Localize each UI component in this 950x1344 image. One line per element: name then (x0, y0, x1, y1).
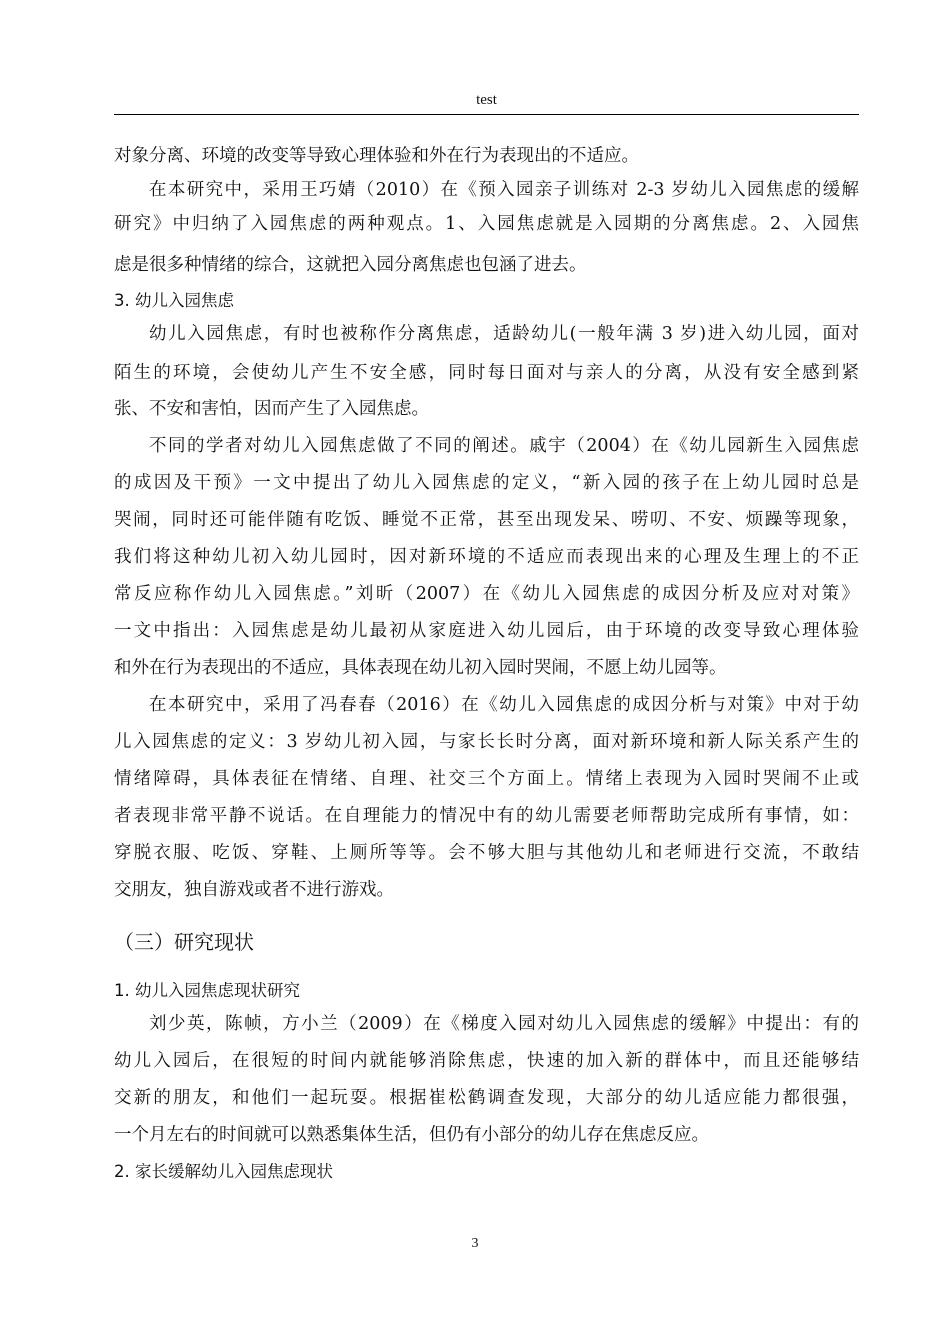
text-line: 常反应称作幼儿入园焦虑。”刘昕（2007）在《幼儿入园焦虑的成因分析及应对对策》 (114, 584, 859, 604)
text-line: 张、不安和害怕，因而产生了入园焦虑。 (114, 399, 429, 419)
text-line: 和外在行为表现出的不适应，具体表现在幼儿初入园时哭闹，不愿上幼儿园等。 (114, 658, 727, 678)
text-line: 虑是很多种情绪的综合，这就把入园分离焦虑也包涵了进去。 (114, 255, 587, 275)
text-line: 一文中指出：入园焦虑是幼儿最初从家庭进入幼儿园后，由于环境的改变导致心理体验 (114, 621, 859, 641)
text-line: 在本研究中，采用了冯春春（2016）在《幼儿入园焦虑的成因分析与对策》中对于幼 (149, 695, 859, 715)
text-line: 幼儿入园后，在很短的时间内就能够消除焦虑，快速的加入新的群体中，而且还能够结 (114, 1051, 859, 1071)
text-line: 情绪障碍，具体表征在情绪、自理、社交三个方面上。情绪上表现为入园时哭闹不止或 (114, 769, 859, 789)
header-text: test (476, 92, 497, 108)
text-line: 刘少英，陈帧，方小兰（2009）在《梯度入园对幼儿入园焦虑的缓解》中提出：有的 (149, 1014, 859, 1034)
text-line: 一个月左右的时间就可以熟悉集体生活，但仍有小部分的幼儿存在焦虑反应。 (114, 1125, 709, 1145)
text-line: 在本研究中，采用王巧婧（2010）在《预入园亲子训练对 2-3 岁幼儿入园焦虑的缓解 (149, 180, 859, 200)
page-number: 3 (471, 1236, 479, 1251)
text-line: 穿脱衣服、吃饭、穿鞋、上厕所等等。会不够大胆与其他幼儿和老师进行交流，不敢结 (114, 843, 859, 863)
text-line: 者表现非常平静不说话。在自理能力的情况中有的幼儿需要老师帮助完成所有事情，如： (114, 806, 859, 826)
subsection-heading: 3. 幼儿入园焦虑 (114, 291, 234, 310)
text-line: 对象分离、环境的改变等导致心理体验和外在行为表现出的不适应。 (114, 146, 639, 166)
text-line: 研究》中归纳了入园焦虑的两种观点。1、入园焦虑就是入园期的分离焦虑。2、入园焦 (114, 214, 859, 234)
subsection-heading: 2. 家长缓解幼儿入园焦虑现状 (114, 1162, 333, 1181)
subsection-heading: 1. 幼儿入园焦虑现状研究 (114, 981, 300, 1000)
section-heading: （三）研究现状 (114, 930, 254, 954)
text-line: 交新的朋友，和他们一起玩耍。根据崔松鹤调查发现，大部分的幼儿适应能力都很强， (114, 1088, 859, 1108)
text-line: 幼儿入园焦虑，有时也被称作分离焦虑，适龄幼儿(一般年满 3 岁)进入幼儿园，面对 (149, 324, 859, 344)
text-line: 我们将这种幼儿初入幼儿园时，因对新环境的不适应而表现出来的心理及生理上的不正 (114, 547, 859, 567)
text-line: 交朋友，独自游戏或者不进行游戏。 (114, 880, 394, 900)
text-line: 的成因及干预》一文中提出了幼儿入园焦虑的定义，“新入园的孩子在上幼儿园时总是 (114, 473, 859, 493)
text-line: 儿入园焦虑的定义：3 岁幼儿初入园，与家长长时分离，面对新环境和新人际关系产生的 (114, 732, 859, 752)
text-line: 哭闹，同时还可能伴随有吃饭、睡觉不正常，甚至出现发呆、唠叨、不安、烦躁等现象， (114, 510, 859, 530)
text-line: 不同的学者对幼儿入园焦虑做了不同的阐述。戚宇（2004）在《幼儿园新生入园焦虑 (149, 436, 859, 456)
text-line: 陌生的环境，会使幼儿产生不安全感，同时每日面对与亲人的分离，从没有安全感到紧 (114, 363, 859, 383)
page-header (114, 88, 859, 115)
